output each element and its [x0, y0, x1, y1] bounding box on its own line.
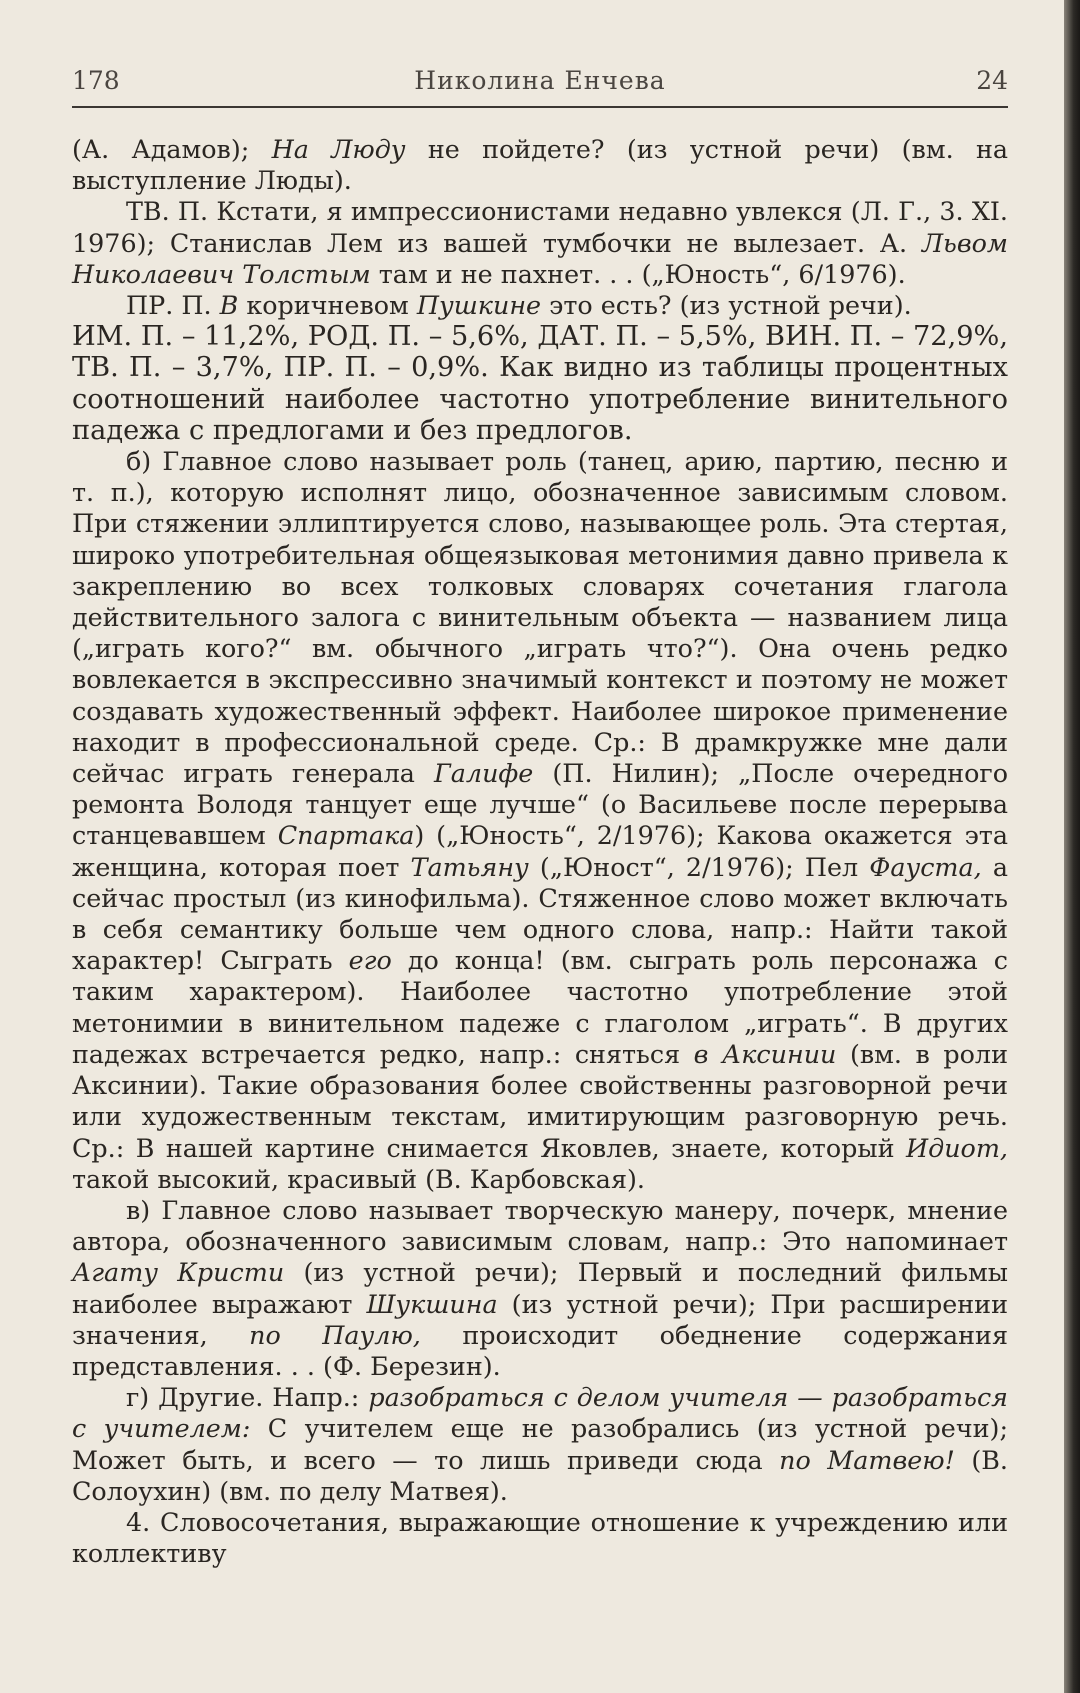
text-run: б) Главное слово называет роль (танец, арию, партию, песню и т. п.), которую исполнят лицо, обозначенное зависимым словом. При стяжении эллиптируется слово, называющее роль. Эта стертая, широко употребительная общеязыковая метонимия давно привела к закреплению во всех толковых словарях сочетания глагола действительного залога с винительным объекта — названием лица („играть кого?“ вм. обычного „играть что?“). Она очень редко вовлекается в экспрессивно значимый контекст и поэтому не может создавать художественный эффект. Наиболее широкое применение находит в профессиональной среде. Ср.: В драмкружке мне дали сейчас играть генерала [72, 446, 1008, 789]
text-run: коричневом [238, 290, 417, 321]
paragraph-7 [72, 1382, 1008, 1507]
italic-text: Идиот, [905, 1132, 1008, 1163]
text-run: (вм. в роли Аксинии). Такие образования более свойственны разговорной речи или художественным текстам, имитирующим разговорную речь. Ср.: В нашей картине снимается Яковлев, знаете, который [72, 1038, 1008, 1163]
text-run: ТВ. П. Кстати, я импрессионистами недавно увлекся (Л. Г., 3. XI. 1976); Станислав Лем из вашей тумбочки не вылезает. А. [72, 196, 1008, 258]
paragraph-8 [72, 1507, 1008, 1569]
text-run: такой высокий, красивый (В. Карбовская). [72, 1163, 645, 1194]
italic-text: Спартака [277, 820, 415, 851]
italic-text: Львом Николаевич Толстым [72, 227, 1008, 289]
italic-text: разобраться с делом учителя — разобраться с учителем: [72, 1382, 1008, 1444]
italic-text: Пушкине [416, 290, 542, 321]
text-run: (из устной речи); При расширении значения, [72, 1288, 1008, 1350]
paragraph-6 [72, 1195, 1008, 1382]
italic-text: в Аксинии [693, 1038, 837, 1069]
header-rule [72, 106, 1008, 108]
signature-mark: 24 [976, 66, 1008, 95]
paragraph-1 [72, 134, 1008, 196]
running-head-author: Николина Енчева [414, 66, 666, 95]
paragraph-3 [72, 290, 1008, 321]
text-run: ) („Юность“, 2/1976); Какова окажется эта женщина, которая поет [72, 820, 1008, 882]
italic-text: Галифе [433, 758, 534, 789]
text-run: 4. Словосочетания, выражающие отношение к учреждению или коллективу [72, 1506, 1008, 1569]
text-run: до конца! (вм. сыграть роль персонажа с таким характером). Наиболее частотно употребление этой метонимии в винительном падеже с глаголом „играть“. В других падежах встречается редко, напр.: сняться [72, 945, 1009, 1069]
italic-text: Татьяну [410, 851, 529, 882]
text-run: ПР. П. [126, 290, 220, 321]
text-run: („Юност“, 2/1976); Пел [528, 851, 870, 882]
text-run: происходит обеднение содержания представления. . . (Ф. Березин). [72, 1319, 1008, 1381]
text-run: (П. Нилин); „После очередного ремонта Володя танцует еще лучше“ (о Васильеве после перерыва станцевавшем [72, 758, 1008, 851]
text-run: там и не пахнет. . . („Юность“, 6/1976). [370, 258, 906, 289]
text-run: (из устной речи); Первый и последний фильмы наиболее выражают [72, 1257, 1008, 1319]
text-run: не пойдете? (из устной речи) (вм. на выступление Люды). [72, 134, 1008, 196]
text-run: а сейчас простыл (из кинофильма). Стяженное слово может включать в себя семантику больше чем одного слова, напр.: Найти такой характер! Сыграть [72, 851, 1008, 976]
text-run: г) Другие. Напр.: [126, 1382, 369, 1413]
italic-text: по Матвею! [779, 1444, 955, 1475]
book-spine-shadow [1064, 0, 1080, 1693]
italic-text: В [219, 290, 239, 321]
italic-text: по Паулю, [249, 1319, 421, 1350]
italic-text: На Люду [271, 134, 406, 164]
text-run: (А. Адамов); [72, 134, 272, 164]
paragraph-4 [72, 321, 1008, 446]
paragraph-5 [72, 446, 1008, 1195]
page-number: 178 [72, 66, 120, 95]
paragraph-2 [72, 196, 1008, 290]
running-header [72, 66, 1008, 110]
italic-text: Агату Кристи [72, 1257, 285, 1288]
text-run: (В. Солоухин) (вм. по делу Матвея). [72, 1444, 1008, 1506]
text-run: С учителем еще не разобрались (из устной речи); Может быть, и всего — то лишь приведи сюда [72, 1413, 1008, 1475]
text-run: это есть? (из устной речи). [541, 290, 912, 321]
italic-text: его [348, 945, 392, 976]
italic-text: Шукшина [366, 1288, 498, 1319]
italic-text: Фауста, [869, 851, 982, 882]
body-text [72, 134, 1008, 1569]
text-run: в) Главное слово называет творческую манеру, почерк, мнение автора, обозначенного зависимым словам, напр.: Это напоминает [72, 1194, 1008, 1257]
text-run: ИМ. П. – 11,2%, РОД. П. – 5,6%, ДАТ. П. – 5,5%, ВИН. П. – 72,9%, ТВ. П. – 3,7%, ПР. П. – 0,9%. Как видно из таблицы процентных соотношений наиболее частотно употребление винительного падежа с предлогами и без предлогов. [72, 321, 1008, 446]
